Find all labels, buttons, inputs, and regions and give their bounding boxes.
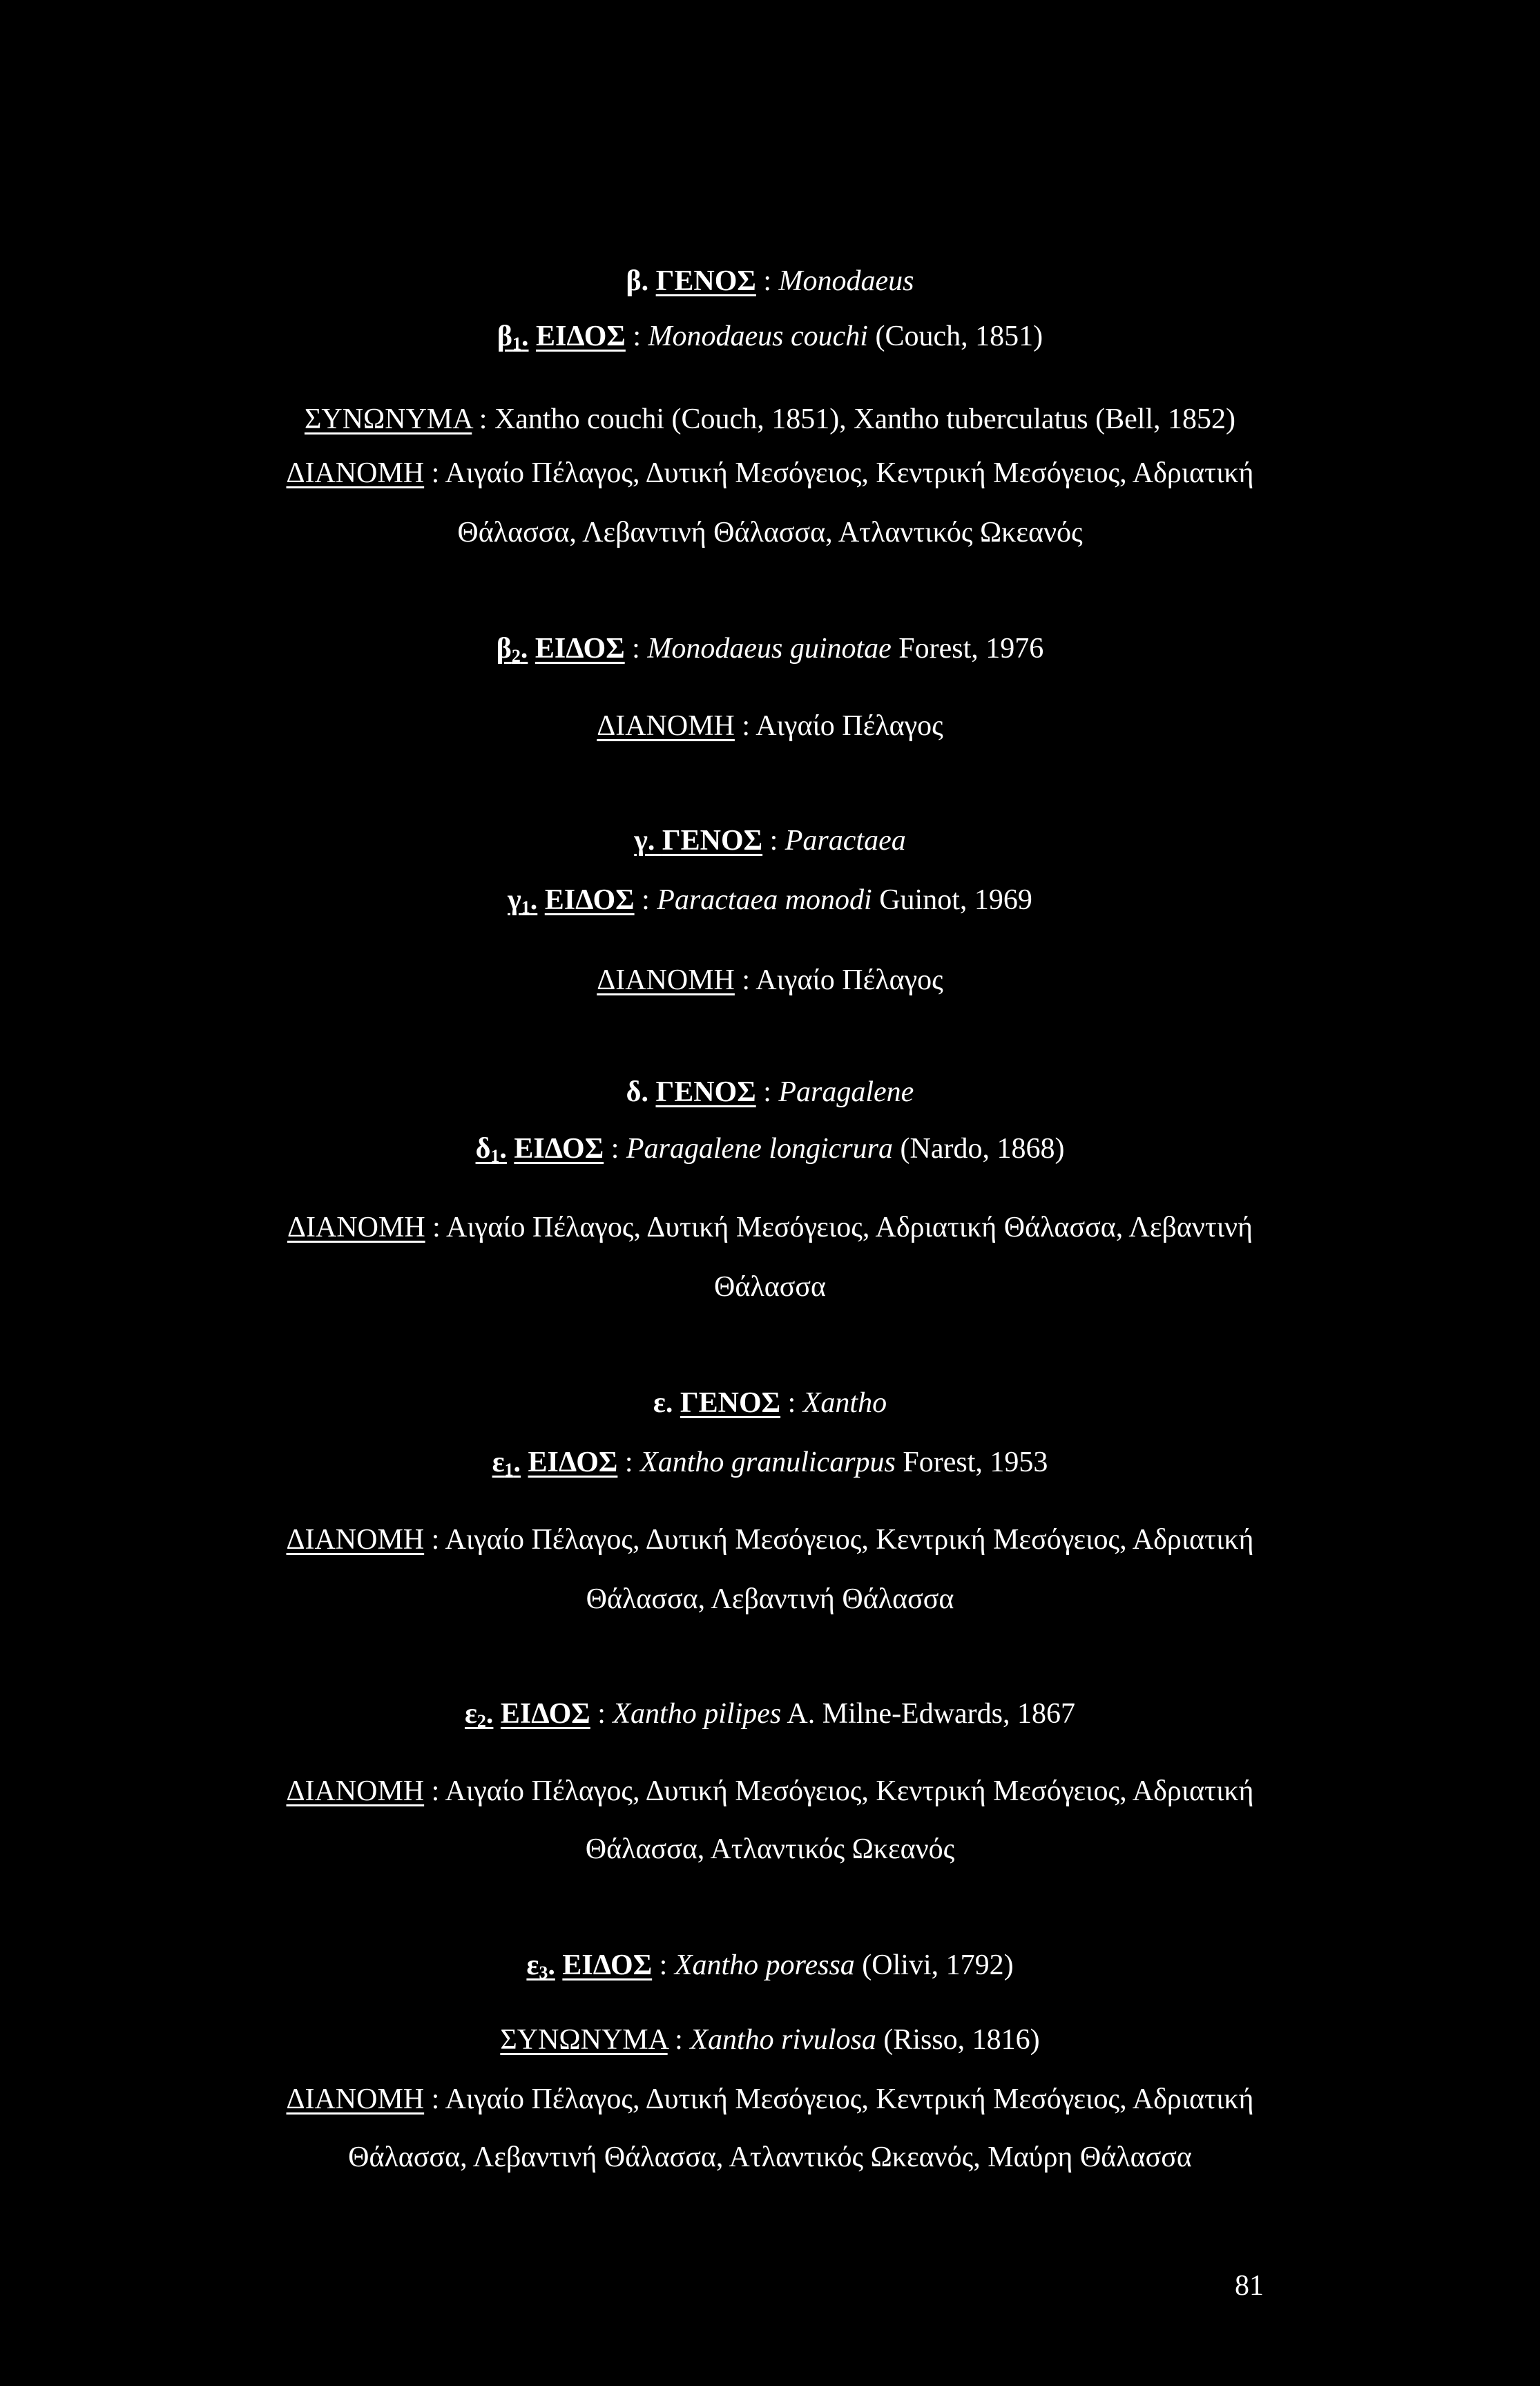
species-author: (Nardo, 1868) bbox=[893, 1133, 1065, 1165]
separator: : bbox=[424, 1775, 445, 1807]
distribution-label: ΔΙΑΝΟΜΗ bbox=[597, 710, 735, 742]
page-number: 81 bbox=[1235, 2270, 1264, 2302]
species-name: Paractaea monodi bbox=[657, 884, 872, 916]
distribution-continuation: Θάλασσα, Ατλαντικός Ωκεανός bbox=[585, 1833, 955, 1865]
distribution-text: Αιγαίο Πέλαγος, Δυτική Μεσόγειος, Κεντρική Μεσόγειος, Αδριατική bbox=[445, 2083, 1254, 2115]
species-label: ΕΙΔΟΣ bbox=[536, 321, 626, 352]
distribution-text: Αιγαίο Πέλαγος bbox=[755, 964, 943, 996]
distribution-continuation: Θάλασσα, Λεβαντινή Θάλασσα bbox=[586, 1583, 954, 1615]
separator: : bbox=[780, 1387, 803, 1419]
genus-label: ΓΕΝΟΣ bbox=[655, 265, 756, 297]
species-label: ΕΙΔΟΣ bbox=[528, 1447, 618, 1478]
genus-heading-paragalene bbox=[0, 1078, 1540, 1107]
species-label: ΕΙΔΟΣ bbox=[544, 884, 635, 916]
distribution-continuation: Θάλασσα, Λεβαντινή Θάλασσα, Ατλαντικός Ωκεανός bbox=[457, 517, 1083, 548]
genus-heading-monodaeus bbox=[0, 267, 1540, 296]
species-author: (Couch, 1851) bbox=[867, 321, 1043, 352]
genus-name: Paragalene bbox=[778, 1076, 914, 1108]
species-label: ΕΙΔΟΣ bbox=[562, 1949, 653, 1981]
species-label: ΕΙΔΟΣ bbox=[514, 1133, 604, 1165]
distribution-monodaeus-guinotae bbox=[0, 712, 1540, 741]
species-heading-xantho-poressa bbox=[0, 1951, 1540, 1982]
genus-marker: β. bbox=[626, 265, 649, 297]
separator: : bbox=[734, 710, 756, 742]
distribution-continuation: Θάλασσα bbox=[714, 1271, 826, 1303]
distribution-label: ΔΙΑΝΟΜΗ bbox=[287, 1212, 425, 1243]
species-heading-paractaea-monodi bbox=[0, 886, 1540, 917]
distribution-paragalene-longicrura bbox=[0, 1213, 1540, 1242]
genus-marker: ε. bbox=[653, 1387, 673, 1419]
distribution-text: Αιγαίο Πέλαγος, Δυτική Μεσόγειος, Κεντρική Μεσόγειος, Αδριατική bbox=[445, 457, 1254, 489]
genus-name: Xantho bbox=[802, 1387, 887, 1419]
separator: : bbox=[755, 1076, 779, 1108]
species-heading-monodaeus-guinotae bbox=[0, 634, 1540, 665]
separator: : bbox=[652, 1949, 675, 1981]
species-marker: $\beta_2$. bbox=[496, 633, 528, 666]
separator: : bbox=[424, 457, 445, 489]
separator: : bbox=[604, 1133, 626, 1165]
synonyms-monodaeus-couchi bbox=[0, 405, 1540, 434]
species-marker: $\beta_1$. bbox=[497, 321, 529, 354]
species-marker: $\gamma_1$. bbox=[508, 884, 538, 917]
species-author: A. Milne-Edwards, 1867 bbox=[781, 1698, 1076, 1730]
distribution-text: Αιγαίο Πέλαγος, Δυτική Μεσόγειος, Κεντρική Μεσόγειος, Αδριατική bbox=[445, 1524, 1254, 1556]
separator: : bbox=[425, 1212, 447, 1243]
separator: : bbox=[424, 2083, 445, 2115]
species-name: Xantho pilipes bbox=[613, 1698, 782, 1730]
separator: : bbox=[472, 403, 494, 435]
synonyms-text: Xantho couchi (Couch, 1851), Xantho tuberculatus (Bell, 1852) bbox=[494, 403, 1236, 435]
species-marker: $\varepsilon_1$. bbox=[492, 1447, 521, 1480]
distribution-monodaeus-couchi bbox=[0, 459, 1540, 488]
species-heading-paragalene-longicrura bbox=[0, 1134, 1540, 1165]
species-heading-xantho-granulicarpus bbox=[0, 1448, 1540, 1479]
species-label: ΕΙΔΟΣ bbox=[500, 1698, 590, 1730]
genus-heading-xantho bbox=[0, 1388, 1540, 1418]
synonyms-label: ΣΥΝΩΝΥΜΑ bbox=[500, 2024, 668, 2056]
species-label: ΕΙΔΟΣ bbox=[535, 633, 625, 665]
distribution-text: Αιγαίο Πέλαγος bbox=[755, 710, 943, 742]
separator: : bbox=[617, 1447, 641, 1478]
species-name: Xantho granulicarpus bbox=[640, 1447, 896, 1478]
separator: : bbox=[624, 633, 648, 665]
distribution-label: ΔΙΑΝΟΜΗ bbox=[286, 1524, 425, 1556]
species-heading-xantho-pilipes bbox=[0, 1699, 1540, 1730]
distribution-text: Αιγαίο Πέλαγος, Δυτική Μεσόγειος, Αδριατική Θάλασσα, Λεβαντινή bbox=[446, 1212, 1253, 1243]
separator: : bbox=[755, 265, 779, 297]
distribution-xantho-granulicarpus bbox=[0, 1525, 1540, 1554]
distribution-label: ΔΙΑΝΟΜΗ bbox=[286, 1775, 425, 1807]
synonym-author: (Risso, 1816) bbox=[876, 2024, 1040, 2056]
distribution-paractaea-monodi bbox=[0, 966, 1540, 995]
distribution-xantho-pilipes bbox=[0, 1777, 1540, 1806]
species-author: Forest, 1976 bbox=[891, 633, 1044, 665]
species-heading-monodaeus-couchi bbox=[0, 322, 1540, 353]
species-author: (Olivi, 1792) bbox=[854, 1949, 1014, 1981]
genus-name: Monodaeus bbox=[778, 265, 914, 297]
distribution-continuation: Θάλασσα, Λεβαντινή Θάλασσα, Ατλαντικός Ωκεανός, Μαύρη Θάλασσα bbox=[348, 2141, 1192, 2173]
separator: : bbox=[590, 1698, 613, 1730]
species-marker: $\varepsilon_2$. bbox=[464, 1698, 494, 1731]
distribution-label: ΔΙΑΝΟΜΗ bbox=[286, 457, 425, 489]
distribution-xantho-poressa bbox=[0, 2085, 1540, 2114]
separator: : bbox=[625, 321, 648, 352]
species-name: Paragalene longicrura bbox=[626, 1133, 893, 1165]
distribution-text: Αιγαίο Πέλαγος, Δυτική Μεσόγειος, Κεντρική Μεσόγειος, Αδριατική bbox=[445, 1775, 1254, 1807]
distribution-label: ΔΙΑΝΟΜΗ bbox=[286, 2083, 425, 2115]
species-author: Forest, 1953 bbox=[895, 1447, 1048, 1478]
separator: : bbox=[424, 1524, 445, 1556]
separator: : bbox=[762, 825, 785, 857]
genus-label: ΓΕΝΟΣ bbox=[662, 825, 763, 857]
species-marker: $\delta_1$. bbox=[475, 1133, 507, 1166]
genus-heading-paractaea bbox=[0, 826, 1540, 855]
genus-name: Paractaea bbox=[785, 825, 906, 857]
distribution-label: ΔΙΑΝΟΜΗ bbox=[597, 964, 735, 996]
species-author: Guinot, 1969 bbox=[872, 884, 1032, 916]
separator: : bbox=[634, 884, 657, 916]
species-marker: $\varepsilon_3$. bbox=[526, 1949, 555, 1983]
synonyms-label: ΣΥΝΩΝΥΜΑ bbox=[304, 403, 472, 435]
species-name: Monodaeus guinotae bbox=[647, 633, 892, 665]
species-name: Monodaeus couchi bbox=[648, 321, 868, 352]
separator: : bbox=[734, 964, 756, 996]
separator: : bbox=[667, 2024, 691, 2056]
genus-marker: γ. bbox=[634, 825, 655, 857]
synonym-name: Xantho rivulosa bbox=[690, 2024, 876, 2056]
genus-label: ΓΕΝΟΣ bbox=[680, 1387, 781, 1419]
genus-label: ΓΕΝΟΣ bbox=[655, 1076, 756, 1108]
genus-marker: δ. bbox=[626, 1076, 648, 1108]
species-name: Xantho poressa bbox=[674, 1949, 855, 1981]
synonyms-xantho-poressa bbox=[0, 2025, 1540, 2054]
